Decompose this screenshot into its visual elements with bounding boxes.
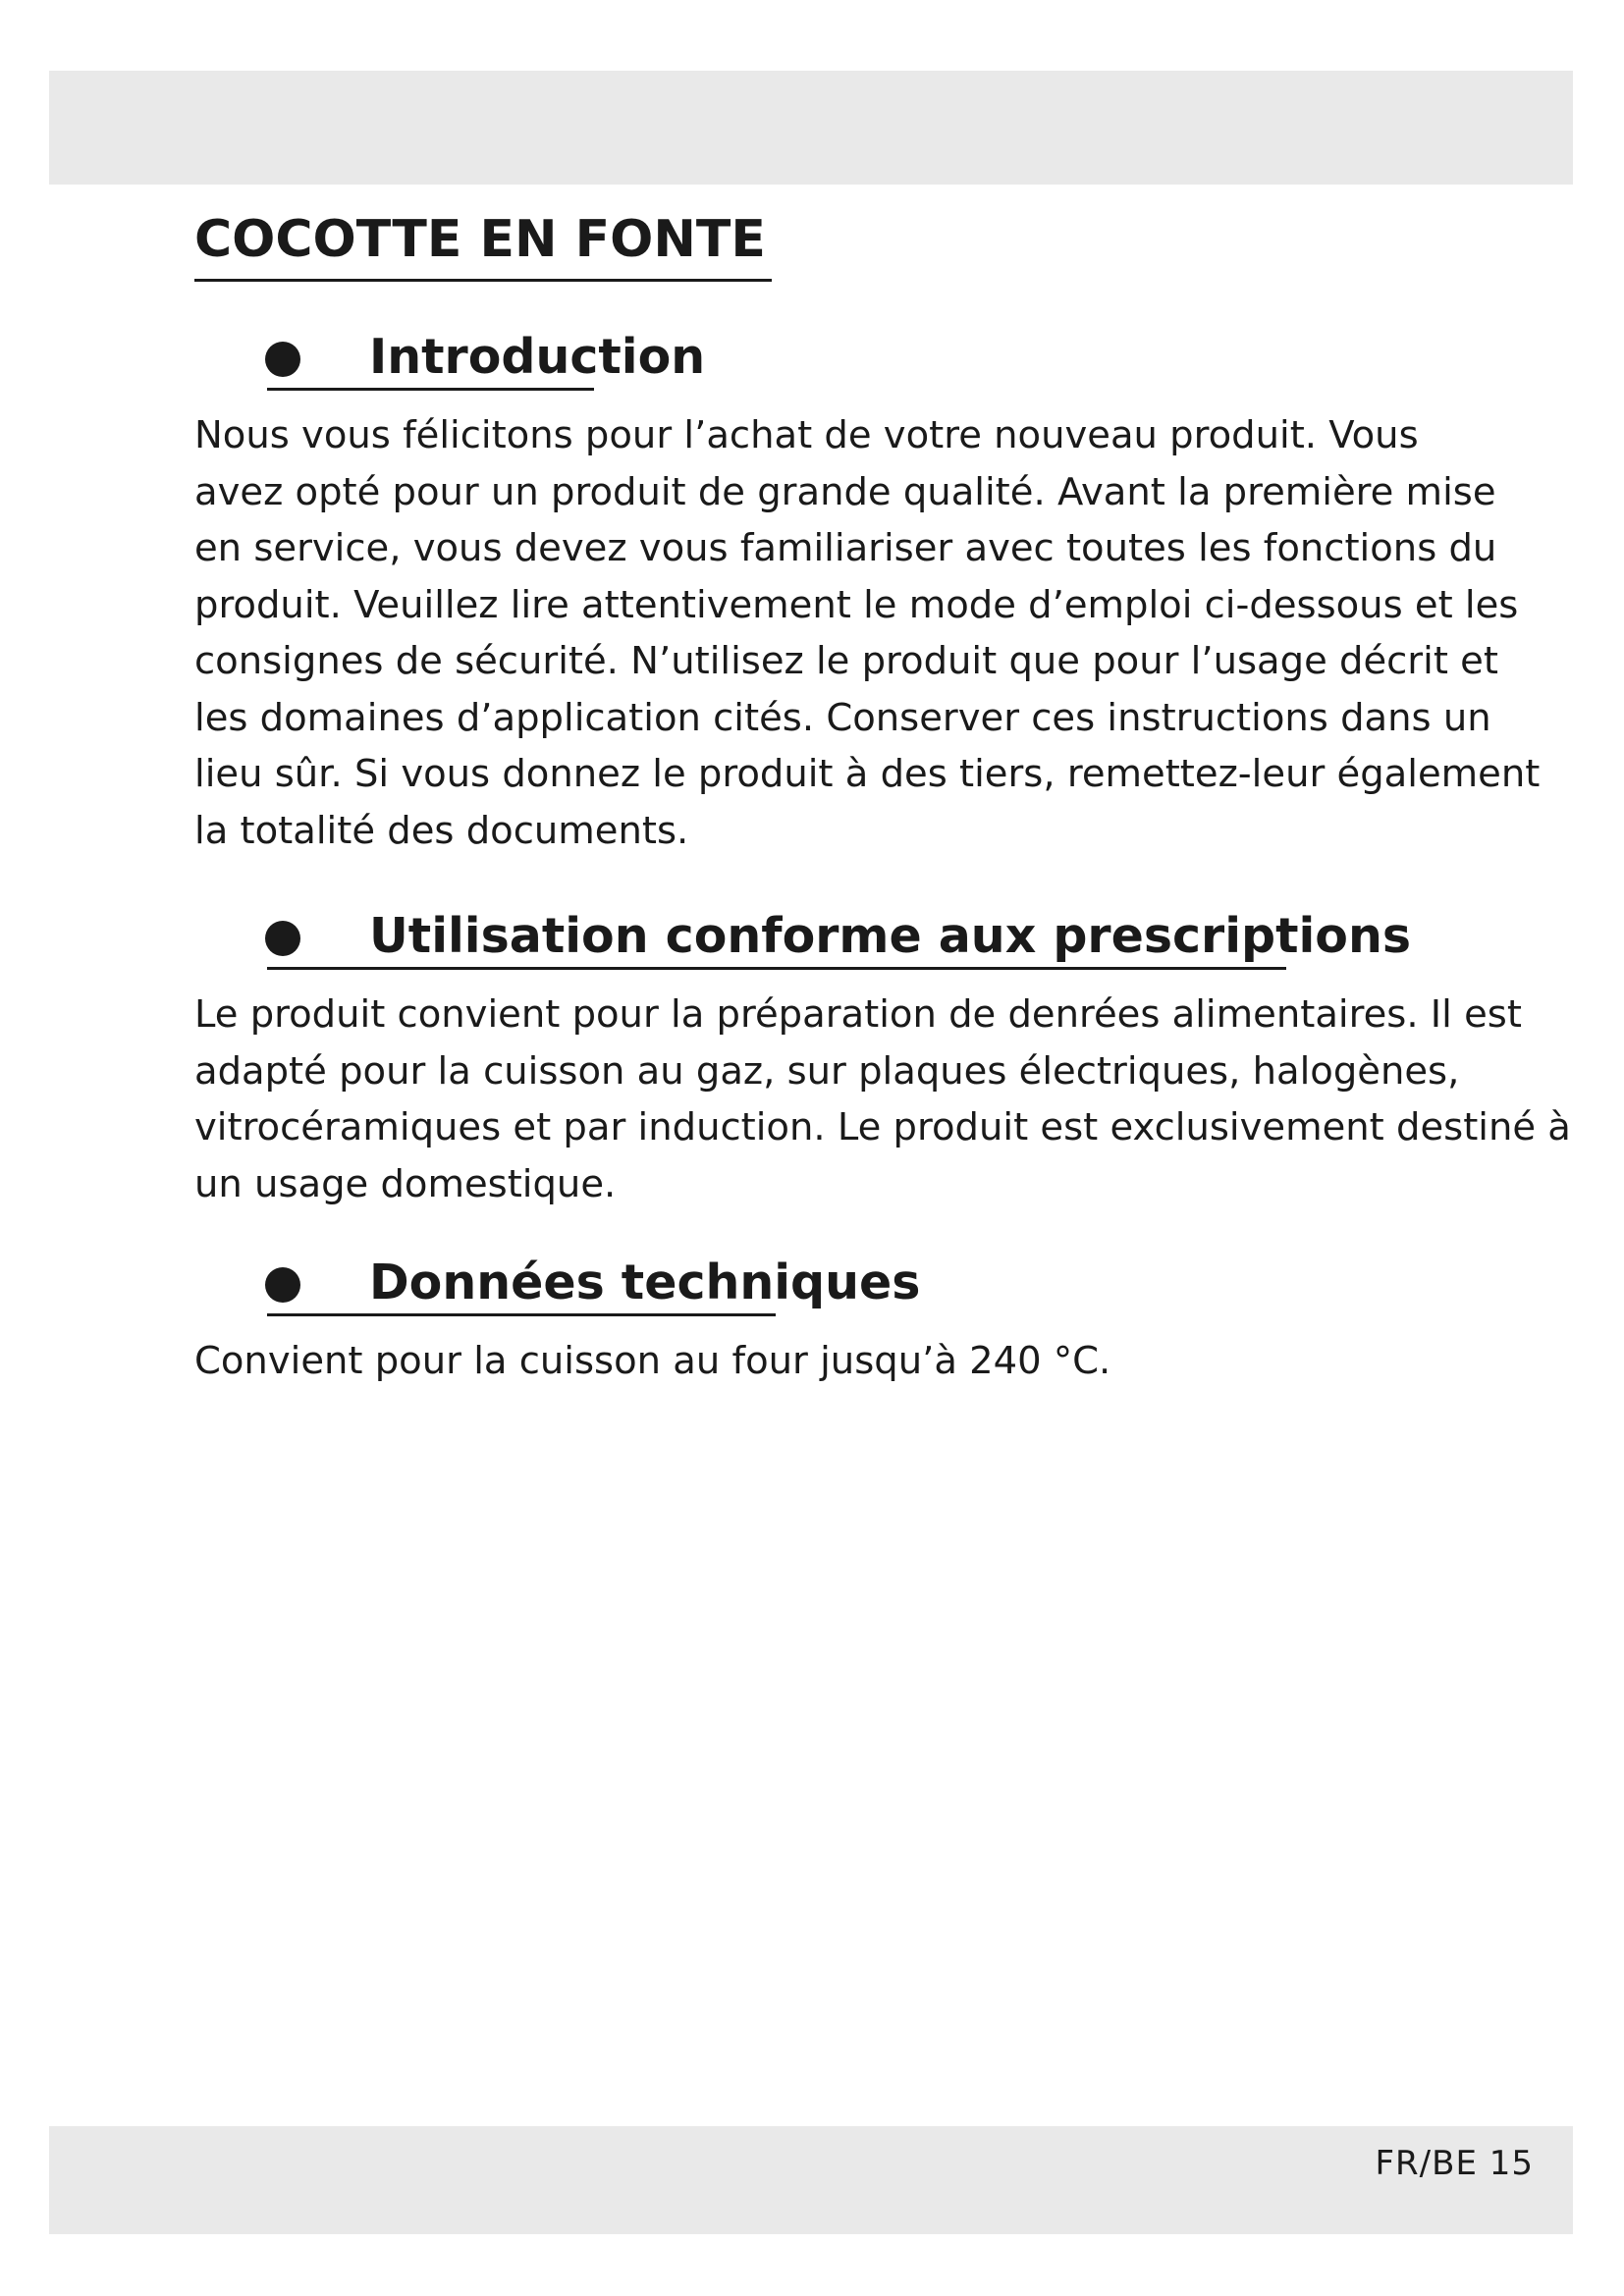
bullet-icon [265,921,300,956]
text-line: les domaines d’application cités. Conserver ces instructions dans un [194,695,1491,740]
text-line: avez opté pour un produit de grande qualité. Avant la première mise [194,469,1496,514]
heading-underline [267,967,1286,970]
section-body-intended-use [194,987,1571,1212]
text-line: vitrocéramiques et par induction. Le produit est exclusivement destiné à [194,1105,1571,1149]
section-body-introduction [194,407,1541,859]
text-line: Convient pour la cuisson au four jusqu’à 240 °C. [194,1339,1111,1383]
document-title: COCOTTE EN FONTE [194,206,772,282]
page-number: FR/BE 15 [1375,2144,1534,2183]
bullet-icon [265,342,300,377]
text-line: en service, vous devez vous familiariser avec toutes les fonctions du [194,526,1497,570]
text-line: produit. Veuillez lire attentivement le mode d’emploi ci-dessous et les [194,582,1519,627]
section-heading-introduction [265,326,705,391]
heading-underline [267,1313,776,1316]
text-line: un usage domestique. [194,1161,617,1206]
section-heading-label: Données techniques [369,1255,921,1310]
text-line: Nous vous félicitons pour l’achat de votre nouveau produit. Vous [194,413,1419,457]
text-line: consignes de sécurité. N’utilisez le produit que pour l’usage décrit et [194,639,1498,683]
section-body-technical-data [194,1333,1471,1390]
footer-band [49,2126,1573,2234]
section-heading-intended-use [265,905,1411,970]
heading-underline [267,388,594,391]
header-band [49,71,1573,185]
section-heading-label: Utilisation conforme aux prescriptions [369,908,1412,964]
text-line: adapté pour la cuisson au gaz, sur plaques électriques, halogènes, [194,1048,1460,1094]
bullet-icon [265,1267,300,1303]
text-line: lieu sûr. Si vous donnez le produit à des tiers, remettez-leur également [194,752,1541,796]
section-heading-technical-data [265,1252,920,1316]
text-line: Le produit convient pour la préparation de denrées alimentaires. Il est [194,992,1522,1037]
section-heading-label: Introduction [369,329,706,385]
text-line: la totalité des documents. [194,808,689,853]
